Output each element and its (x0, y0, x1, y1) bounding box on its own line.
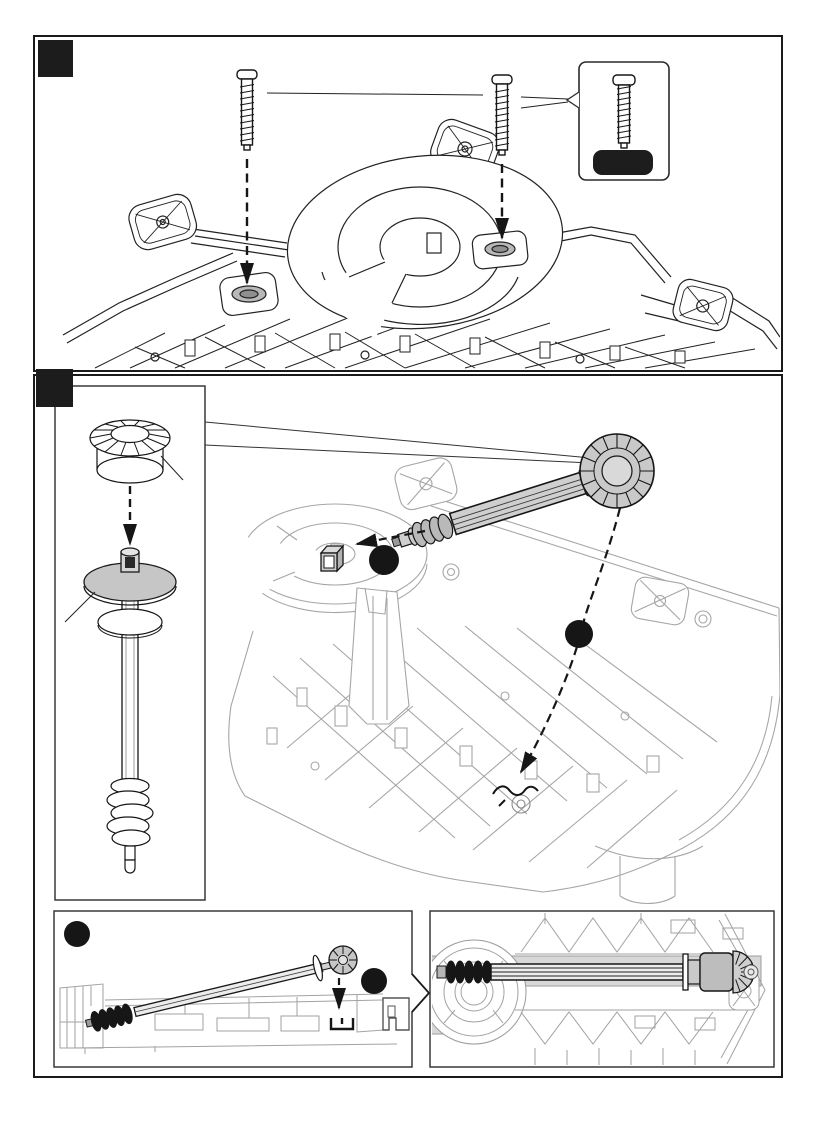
step1-panel (33, 35, 783, 372)
callout-circle-4 (361, 968, 387, 994)
screw-1 (237, 70, 257, 150)
step2-marker (36, 369, 73, 407)
crown-gear-icon (90, 420, 170, 483)
callout-lines (267, 93, 568, 108)
side-view-gear (329, 946, 357, 974)
subpanel-callout-lines (205, 422, 591, 463)
chassis-top-drawing (63, 116, 780, 368)
step1-marker (38, 40, 73, 77)
inset-box (567, 62, 669, 180)
callout-circle-3 (64, 921, 90, 947)
clip-sleeve-part (321, 546, 343, 571)
screw-hole-1 (219, 271, 280, 316)
callout-circle-2 (565, 620, 593, 648)
turntable-dome (279, 142, 571, 342)
step2-drawing (35, 376, 780, 1075)
next-chevron-icon (410, 974, 429, 1012)
side-view-panel (54, 911, 412, 1067)
chassis-iso-drawing (229, 455, 780, 903)
edge-bracket (383, 998, 409, 1030)
left-arm-pad (126, 191, 200, 253)
callout-circle-1 (369, 545, 399, 575)
step2-panel (33, 374, 783, 1078)
step1-drawing (35, 37, 780, 369)
inset-quantity-badge (593, 150, 653, 175)
far-right-pad (671, 277, 736, 333)
bevel-gear-icon (580, 434, 654, 508)
subassembly-panel (55, 386, 205, 900)
top-view-panel (422, 911, 774, 1067)
screw-hole-2 (471, 230, 528, 269)
